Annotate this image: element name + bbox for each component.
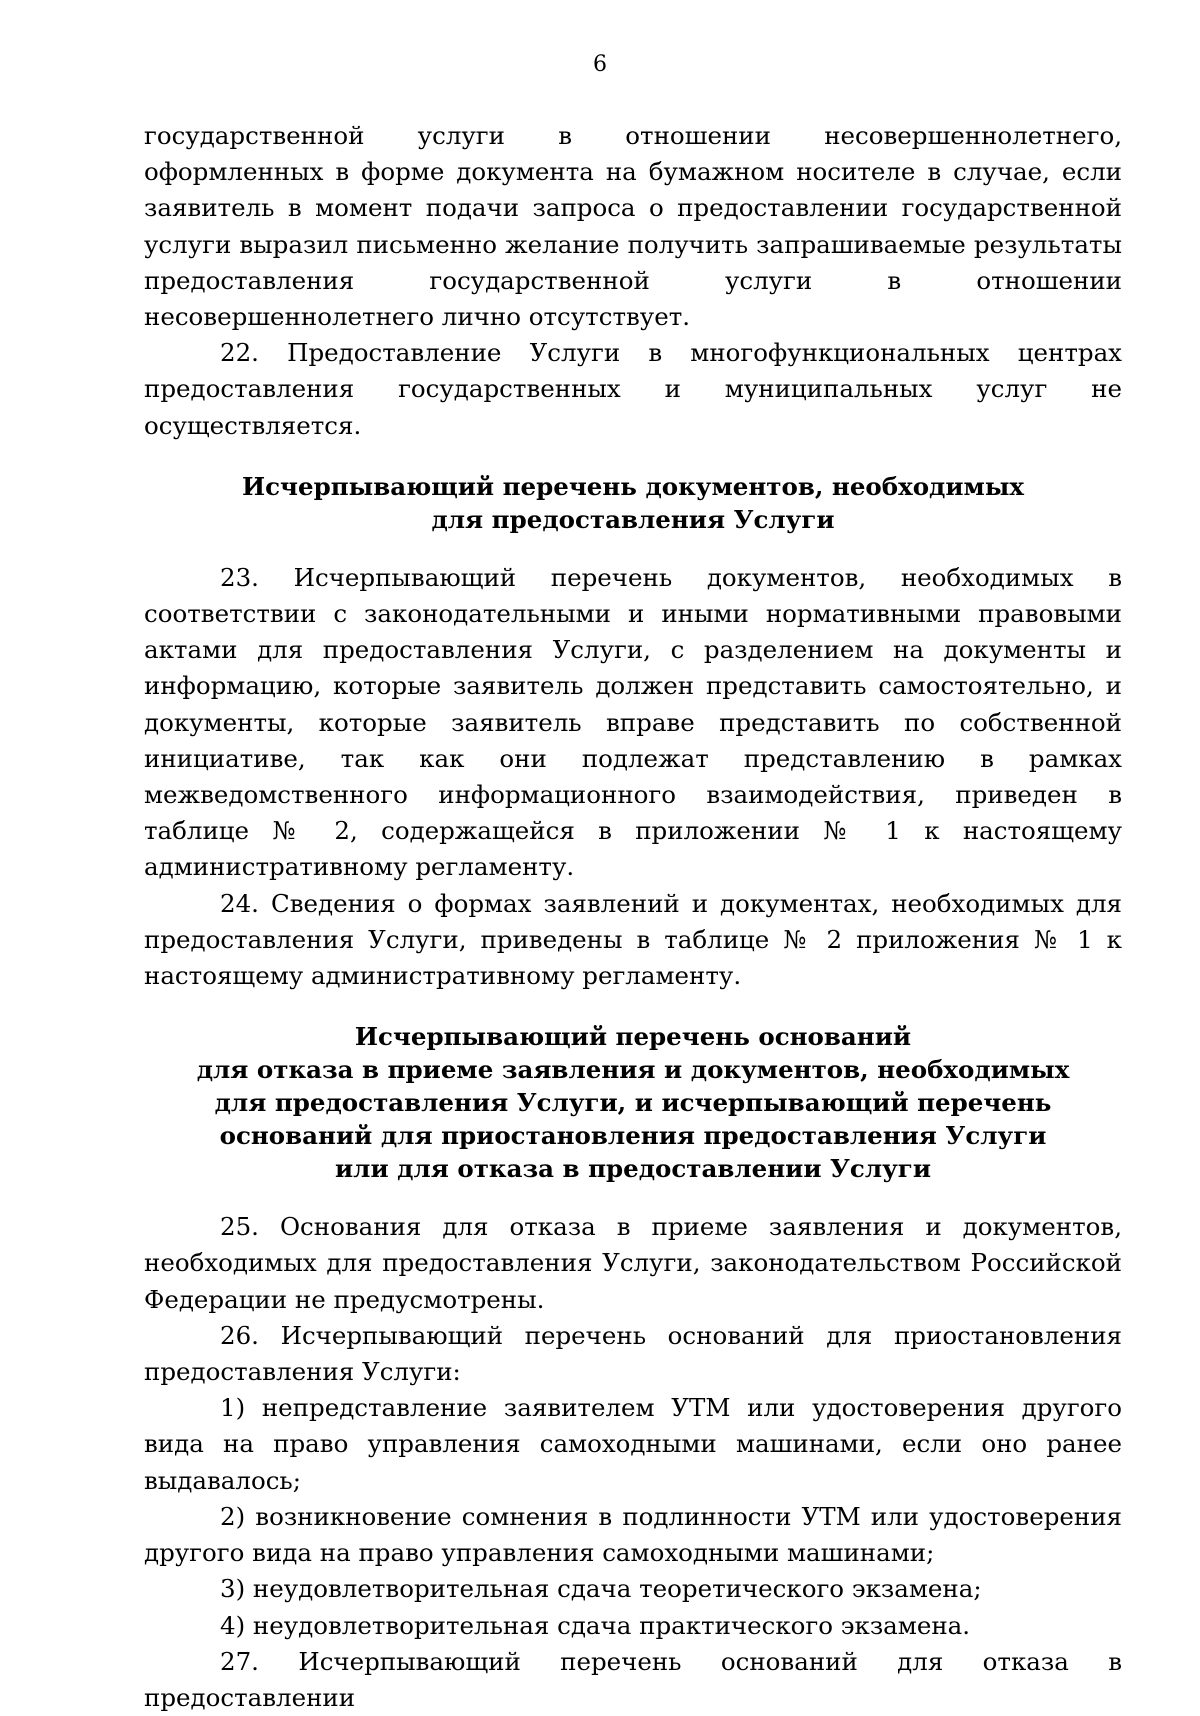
heading-line: для отказа в приеме заявления и документов, необходимых [196, 1055, 1070, 1085]
paragraph-continuation: государственной услуги в отношении несовершеннолетнего, оформленных в форме документа на бумажном носителе в случае, если заявитель в момент подачи запроса о предоставлении государственной услуги выразил письменно желание получить запрашиваемые результаты предоставления государственной услуги в отношении несовершеннолетнего лично отсутствует. [144, 121, 1122, 332]
page-number: 6 [593, 52, 607, 77]
paragraph-26: 26. Исчерпывающий перечень оснований для приостановления предоставления Услуги: [144, 1320, 1122, 1387]
heading-line: Исчерпывающий перечень оснований [354, 1022, 912, 1052]
heading-line: Исчерпывающий перечень документов, необходимых [241, 471, 1024, 501]
document-body [144, 118, 1122, 1716]
heading-line: оснований для приостановления предоставления Услуги [219, 1121, 1047, 1151]
section-heading-refusal-grounds [144, 1020, 1122, 1185]
paragraph-23: 23. Исчерпывающий перечень документов, необходимых в соответствии с законодательными и иными нормативными правовыми актами для предоставления Услуги, с разделением на документы и информацию, которые заявитель должен представить самостоятельно, и документы, которые заявитель вправе представить по собственной инициативе, так как они подлежат представлению в рамках межведомственного информационного взаимодействия, приведен в таблице № 2, содержащейся в приложении № 1 к настоящему административному регламенту. [144, 562, 1122, 882]
heading-line: для предоставления Услуги [431, 504, 835, 534]
section-heading-documents [144, 470, 1122, 536]
spacer [144, 994, 1122, 1020]
list-item-4: 4) неудовлетворительная сдача практического экзамена. [220, 1610, 971, 1640]
paragraph-24: 24. Сведения о формах заявлений и документах, необходимых для предоставления Услуги, приведены в таблице № 2 приложения № 1 к настоящему административному регламенту. [144, 888, 1122, 991]
spacer [144, 536, 1122, 560]
paragraph-27: 27. Исчерпывающий перечень оснований для отказа в предоставлении [144, 1646, 1122, 1712]
list-item-3: 3) неудовлетворительная сдача теоретического экзамена; [220, 1574, 982, 1604]
spacer [144, 1185, 1122, 1209]
heading-line: или для отказа в предоставлении Услуги [335, 1154, 931, 1184]
list-item-2: 2) возникновение сомнения в подлинности УТМ или удостоверения другого вида на право управления самоходными машинами; [144, 1501, 1122, 1568]
paragraph-22: 22. Предоставление Услуги в многофункциональных центрах предоставления государственных и муниципальных услуг не осуществляется. [144, 338, 1122, 440]
paragraph-25: 25. Основания для отказа в приеме заявления и документов, необходимых для предоставления Услуги, законодательством Российской Федерации не предусмотрены. [144, 1212, 1122, 1314]
heading-line: для предоставления Услуги, и исчерпывающий перечень [214, 1088, 1052, 1118]
list-item-1: 1) непредставление заявителем УТМ или удостоверения другого вида на право управления самоходными машинами, если оно ранее выдавалось; [144, 1393, 1122, 1495]
spacer [144, 444, 1122, 470]
